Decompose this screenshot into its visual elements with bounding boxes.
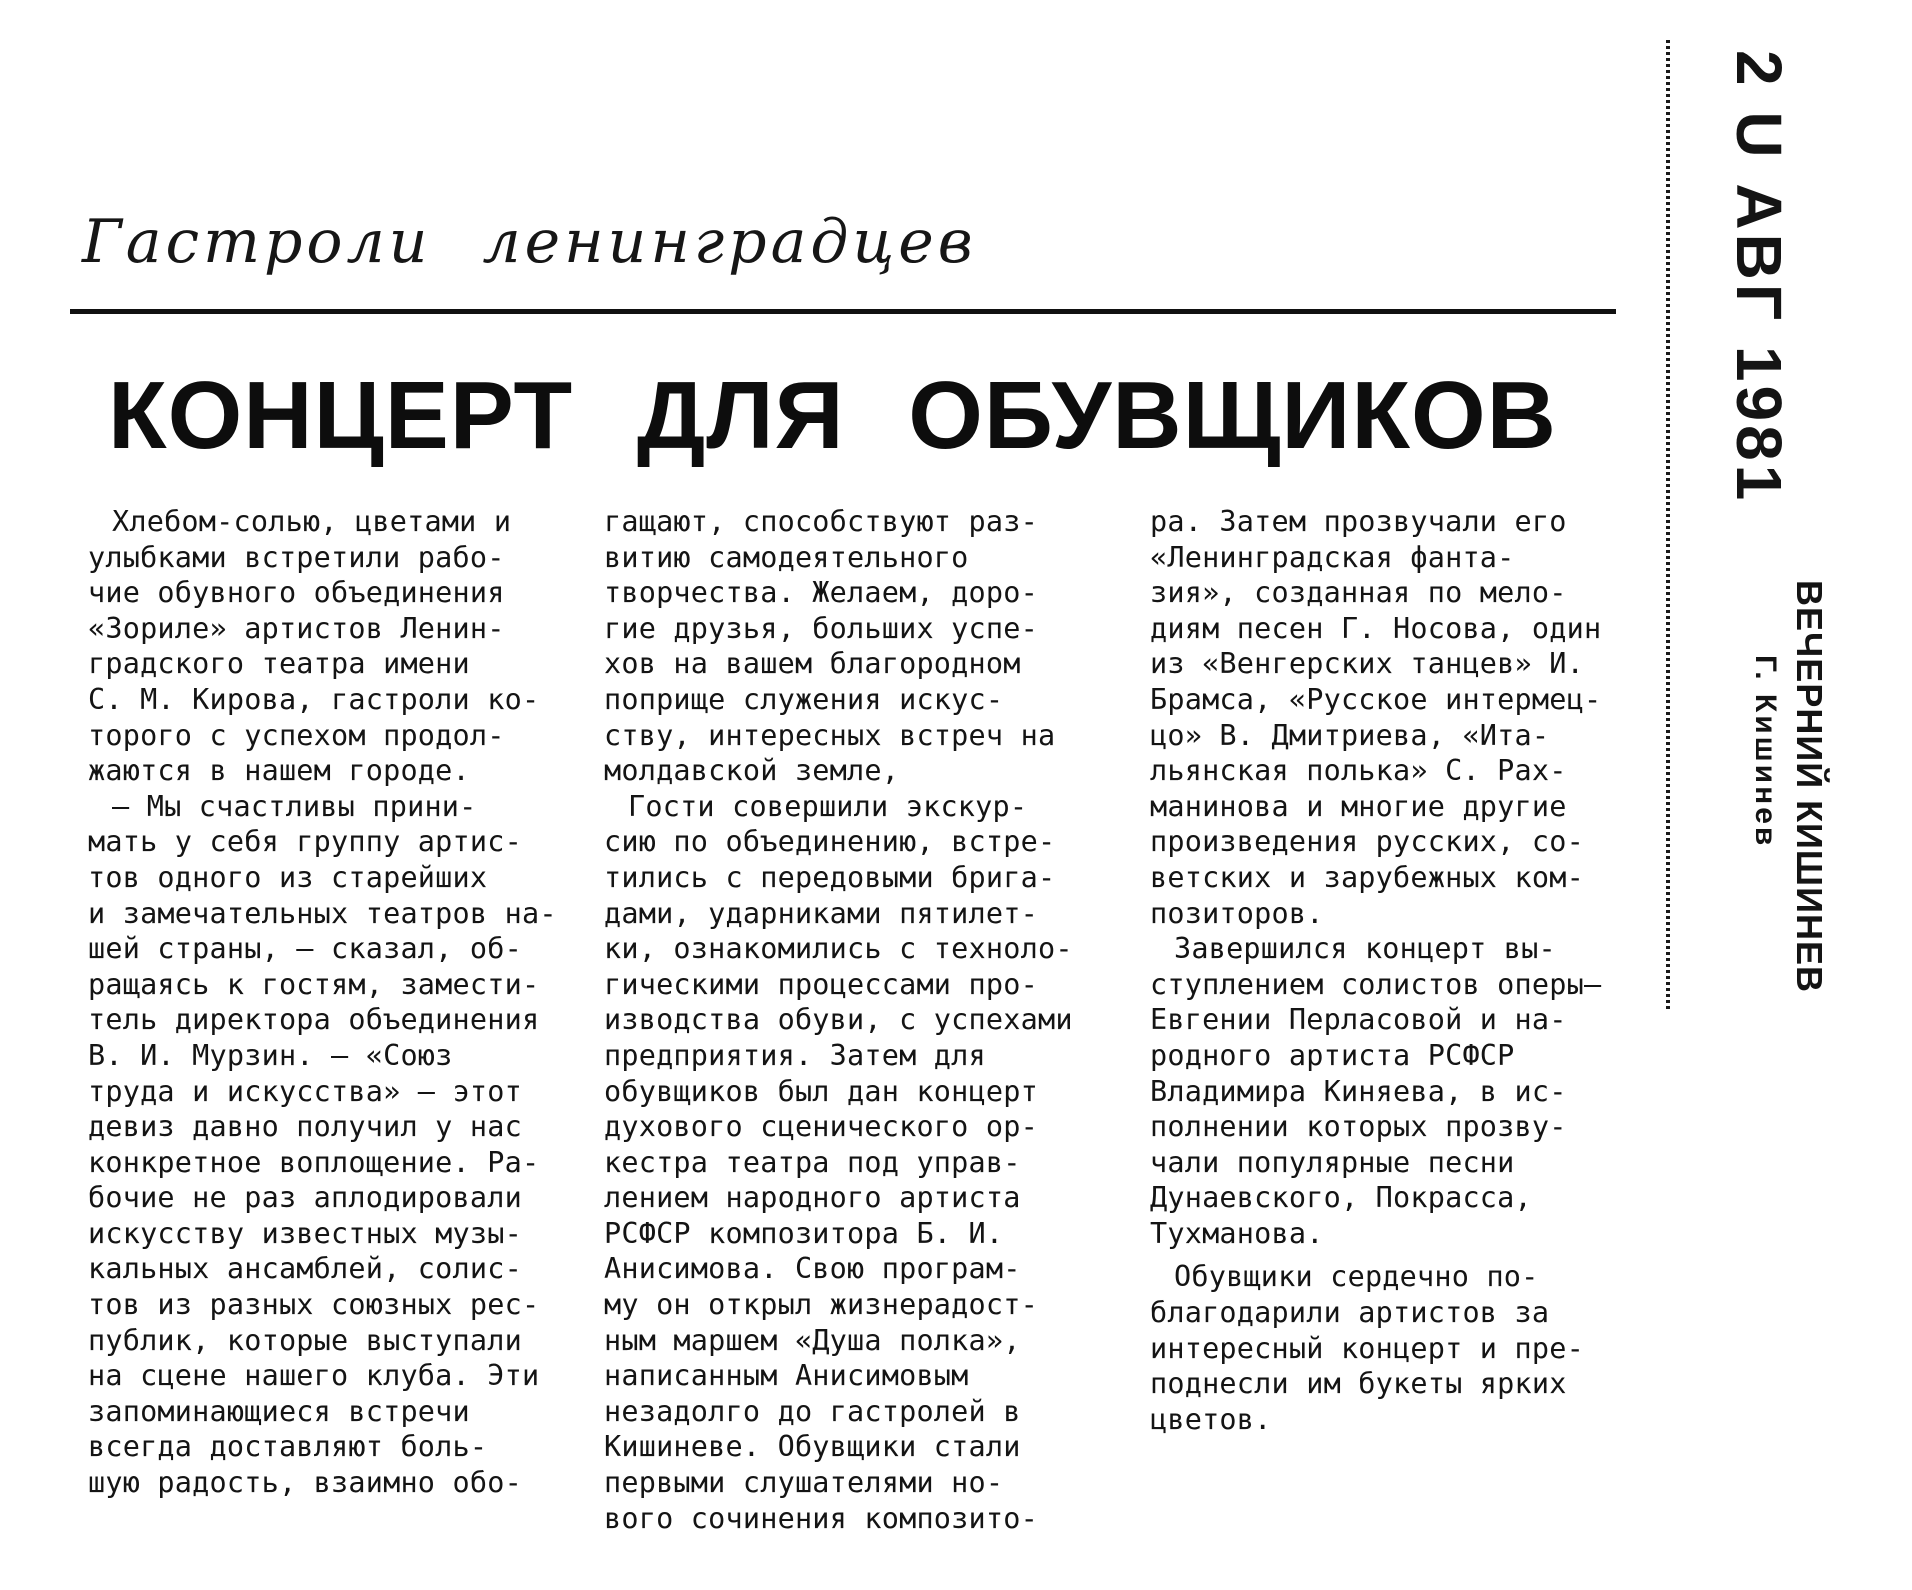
text-line: Гости совершили экскур- xyxy=(628,789,1028,823)
text-line: творчества. Желаем, доро- xyxy=(604,576,1038,610)
text-line: ству, интересных встреч на xyxy=(604,718,1056,752)
text-line: витию самодеятельного xyxy=(604,540,969,574)
text-line: Дунаевского, Покрасса, xyxy=(1150,1181,1532,1215)
text-line: публик, которые выступали xyxy=(88,1323,522,1357)
text-line: В. И. Мурзин. — «Союз xyxy=(88,1038,453,1072)
text-line: запоминающиеся встречи xyxy=(88,1394,470,1428)
text-line: Тухманова. xyxy=(1150,1216,1324,1250)
text-line: сию по объединению, встре- xyxy=(604,825,1056,859)
text-line: и замечательных театров на- xyxy=(88,896,557,930)
text-line: молдавской земле, xyxy=(604,754,900,788)
text-line: Анисимова. Свою програм- xyxy=(604,1252,1021,1286)
text-line: написанным Анисимовым xyxy=(604,1359,969,1393)
text-line: родного артиста РСФСР xyxy=(1150,1038,1515,1072)
stamp-date: 2 U АВГ 1981 xyxy=(1723,50,1795,505)
text-line: духового сценического ор- xyxy=(604,1110,1038,1144)
text-line: диям песен Г. Носова, один xyxy=(1150,611,1602,645)
text-line: гическими процессами про- xyxy=(604,967,1038,1001)
text-line: Евгении Перласовой и на- xyxy=(1150,1003,1567,1037)
text-line: «Зориле» артистов Ленин- xyxy=(88,611,505,645)
text-line: поднесли им букеты ярких xyxy=(1150,1367,1567,1401)
text-line: благодарили артистов за xyxy=(1150,1296,1550,1330)
text-line: гащают, способствуют раз- xyxy=(604,505,1038,538)
text-line: конкретное воплощение. Ра- xyxy=(88,1145,540,1179)
text-line: шую радость, взаимно обо- xyxy=(88,1466,522,1500)
text-line: тов из разных союзных рес- xyxy=(88,1288,540,1322)
text-line: девиз давно получил у нас xyxy=(88,1110,522,1144)
text-line: искусству известных музы- xyxy=(88,1216,522,1250)
text-line: Владимира Киняева, в ис- xyxy=(1150,1074,1567,1108)
text-line: поприще служения искус- xyxy=(604,682,1004,716)
text-line: труда и искусства» — этот xyxy=(88,1074,522,1108)
text-line: дами, ударниками пятилет- xyxy=(604,896,1038,930)
text-line: мать у себя группу артис- xyxy=(88,825,522,859)
text-line: зия», созданная по мело- xyxy=(1150,576,1567,610)
text-line: Хлебом-солью, цветами и xyxy=(112,505,512,538)
text-line: РСФСР композитора Б. И. xyxy=(604,1216,1004,1250)
text-line: ращаясь к гостям, замести- xyxy=(88,967,540,1001)
text-line: ным маршем «Душа полка», xyxy=(604,1323,1021,1357)
text-line: Обувщики сердечно по- xyxy=(1174,1260,1539,1294)
text-line: чие обувного объединения xyxy=(88,576,505,610)
text-line: льянская полька» С. Рах- xyxy=(1150,754,1567,788)
text-line: Кишиневе. Обувщики стали xyxy=(604,1430,1021,1464)
text-line: интересный концерт и пре- xyxy=(1150,1331,1584,1365)
text-line: цо» В. Дмитриева, «Ита- xyxy=(1150,718,1550,752)
text-line: ра. Затем прозвучали его xyxy=(1150,505,1567,538)
text-line: первыми слушателями но- xyxy=(604,1466,1004,1500)
text-line: тов одного из старейших xyxy=(88,860,488,894)
text-line: ки, ознакомились с техноло- xyxy=(604,932,1073,966)
text-line: улыбками встретили рабо- xyxy=(88,540,505,574)
text-line: С. М. Кирова, гастроли ко- xyxy=(88,682,540,716)
text-line: тель директора объединения xyxy=(88,1003,540,1037)
text-line: незадолго до гастролей в xyxy=(604,1394,1021,1428)
text-line: бочие не раз аплодировали xyxy=(88,1181,522,1215)
text-line: торого с успехом продол- xyxy=(88,718,505,752)
text-line: позиторов. xyxy=(1150,896,1324,930)
text-line: градского театра имени xyxy=(88,647,470,681)
text-line: манинова и многие другие xyxy=(1150,789,1567,823)
text-line: тились с передовыми брига- xyxy=(604,860,1056,894)
text-line: кальных ансамблей, солис- xyxy=(88,1252,522,1286)
text-line: Брамса, «Русское интермец- xyxy=(1150,682,1602,716)
text-line: — Мы счастливы прини- xyxy=(112,789,477,823)
text-line: произведения русских, со- xyxy=(1150,825,1584,859)
text-line: лением народного артиста xyxy=(604,1181,1021,1215)
rubric-divider xyxy=(70,309,1616,314)
text-line: вого сочинения композито- xyxy=(604,1501,1038,1535)
text-line: му он открыл жизнерадост- xyxy=(604,1288,1038,1322)
text-line: чали популярные песни xyxy=(1150,1145,1515,1179)
text-line: всегда доставляют боль- xyxy=(88,1430,488,1464)
text-line: Завершился концерт вы- xyxy=(1174,932,1556,966)
paragraph-gap xyxy=(1150,1251,1601,1259)
article-column-2 xyxy=(604,504,1073,1536)
rubric-heading: Гастроли ленинградцев xyxy=(82,207,977,277)
text-line: ветских и зарубежных ком- xyxy=(1150,860,1584,894)
article-headline: КОНЦЕРТ ДЛЯ ОБУВЩИКОВ xyxy=(108,362,1557,469)
stamp-city: Г. Кишинев xyxy=(1749,655,1782,849)
text-line: кестра театра под управ- xyxy=(604,1145,1021,1179)
text-line: из «Венгерских танцев» И. xyxy=(1150,647,1584,681)
article-column-3 xyxy=(1150,504,1601,1437)
text-line: гие друзья, больших успе- xyxy=(604,611,1038,645)
text-line: предприятия. Затем для xyxy=(604,1038,986,1072)
text-line: жаются в нашем городе. xyxy=(88,754,470,788)
text-line: обувщиков был дан концерт xyxy=(604,1074,1038,1108)
text-line: «Ленинградская фанта- xyxy=(1150,540,1515,574)
text-line: на сцене нашего клуба. Эти xyxy=(88,1359,540,1393)
text-line: изводства обуви, с успехами xyxy=(604,1003,1073,1037)
stamp-border xyxy=(1666,40,1670,1010)
text-line: ступлением солистов оперы— xyxy=(1150,967,1602,1001)
text-line: полнении которых прозву- xyxy=(1150,1110,1567,1144)
text-line: шей страны, — сказал, об- xyxy=(88,932,522,966)
text-line: хов на вашем благородном xyxy=(604,647,1021,681)
stamp-newspaper-name: ВЕЧЕРНИЙ КИШИНЕВ xyxy=(1789,580,1830,993)
article-column-1 xyxy=(88,504,557,1501)
text-line: цветов. xyxy=(1150,1402,1272,1436)
